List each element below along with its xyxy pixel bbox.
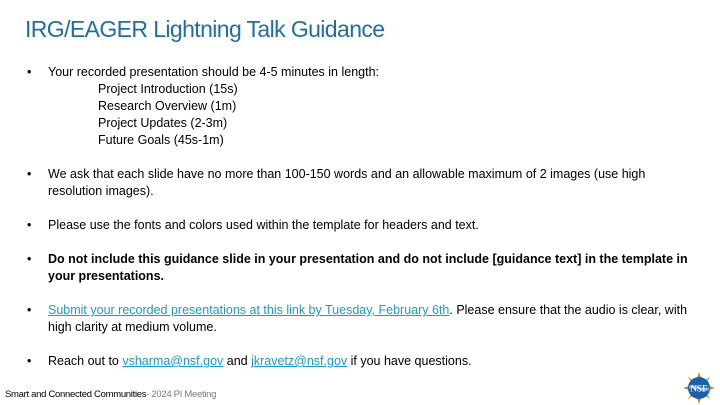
slide-footer [5, 389, 216, 400]
bullet-text: Reach out to [48, 354, 123, 368]
guidance-list [27, 64, 702, 370]
footer-org: Smart and Connected Communities [5, 389, 147, 400]
bullet-icon: • [27, 218, 32, 232]
bullet-icon: • [27, 303, 32, 317]
bullet-icon: • [27, 65, 32, 79]
list-item [27, 64, 702, 149]
sub-item: Research Overview (1m) [98, 99, 237, 113]
list-item [27, 217, 702, 234]
bullet-text-bold: Do not include this guidance slide in your presentation and do not include [guidance text] in the template in your presentations. [48, 252, 688, 283]
bullet-text: if you have questions. [347, 354, 472, 368]
email-link-vsharma[interactable]: vsharma@nsf.gov [122, 354, 224, 368]
list-item [27, 353, 702, 370]
sub-item: Project Updates (2-3m) [98, 116, 228, 130]
bullet-text: We ask that each slide have no more than 100-150 words and an allowable maximum of 2 images (use high resolution images). [48, 167, 646, 198]
bullet-text: Please use the fonts and colors used within the template for headers and text. [48, 218, 479, 232]
bullet-text: Your recorded presentation should be 4-5 minutes in length: [48, 65, 380, 79]
submission-link[interactable]: Submit your recorded presentations at this link by Tuesday, February 6th [48, 303, 450, 317]
bullet-icon: • [27, 167, 32, 181]
timing-sublist [48, 81, 702, 149]
footer-separator: - [146, 389, 152, 400]
list-item [27, 166, 702, 200]
sub-item: Project Introduction (15s) [98, 82, 238, 96]
bullet-icon: • [27, 252, 32, 266]
bullet-icon: • [27, 354, 32, 368]
bullet-text: . Please ensure that the audio is clear, with high clarity at medium volume. [48, 303, 688, 334]
list-item [27, 251, 702, 285]
email-link-jkravetz[interactable]: jkravetz@nsf.gov [251, 354, 348, 368]
nsf-logo-icon [683, 372, 715, 404]
footer-meeting: 2024 PI Meeting [151, 389, 217, 400]
slide-title: IRG/EAGER Lightning Talk Guidance [25, 16, 385, 42]
sub-item: Future Goals (45s-1m) [98, 133, 224, 147]
bullet-text: and [223, 354, 252, 368]
list-item [27, 302, 702, 336]
logo-text: NSF [690, 383, 708, 394]
